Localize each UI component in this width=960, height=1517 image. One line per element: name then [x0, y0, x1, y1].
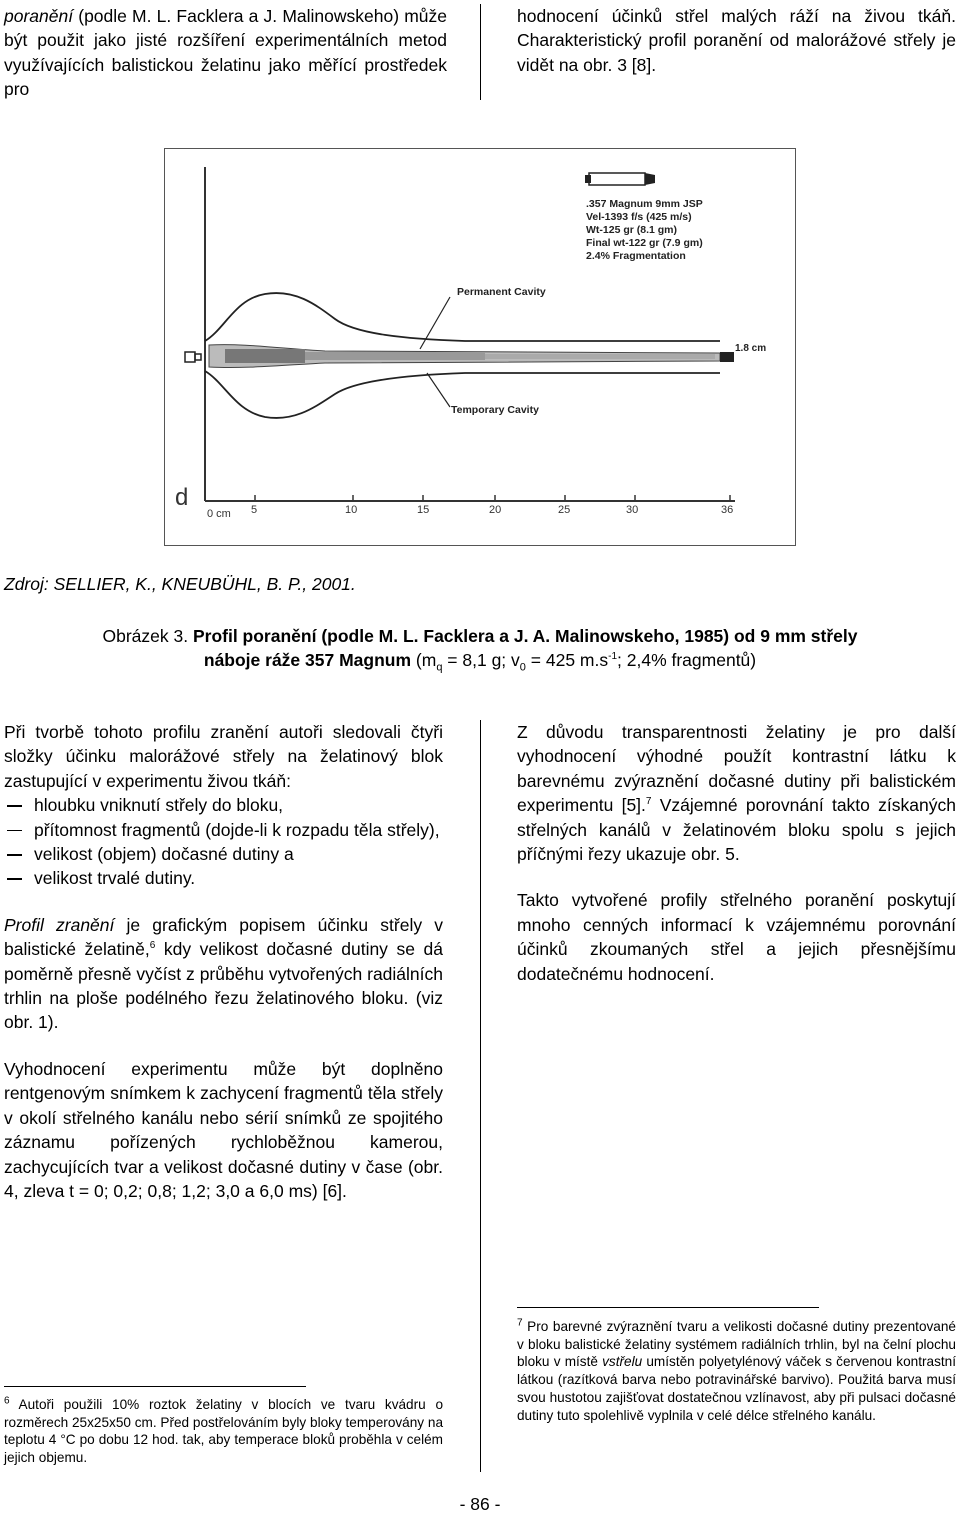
tick-10: 10 — [345, 504, 358, 516]
tick-36: 36 — [721, 504, 734, 516]
footnote-6-text: Autoři použili 10% roztok želatiny v blocích ve tvaru kvádru o rozměrech 25x25x50 cm. Před postřelováním byly bloky temperovány na teplotu 4 °C po dobu 12 hod. tak, aby temperace bloků proběhla v celém jejich objemu. — [4, 1397, 443, 1466]
left-paragraph-3: Vyhodnocení experimentu může být doplněno rentgenovým snímkem k zachycení fragmentů těla střely v okolí střelného kanálu nebo sérií snímků ze spojitého záznamu pořízených rychloběžnou kamerou, zachycujících tvar a velikost dočasné dutiny v čase (obr. 4, zleva t = 0; 0,2; 0,8; 1,2; 3,0 a 6,0 ms) [6]. — [4, 1058, 443, 1201]
right-column — [517, 720, 956, 986]
component-list — [4, 793, 443, 891]
italic-term: vstřelu — [602, 1354, 643, 1370]
bullet-icon — [585, 173, 655, 185]
footnote-6-number: 6 — [4, 1395, 10, 1407]
right-paragraph-1-b: Vzájemné porovnání takto získaných střelných kanálů v želatinovém bloku spolu s jejich příčnými řezy ukazuje obr. 5. — [517, 795, 956, 865]
left-paragraph-2-a: je grafickým popisem účinku střely v balistické želatině, — [4, 914, 443, 960]
end-marker-label: 1.8 cm — [735, 343, 767, 354]
caption-cartridge: náboje ráže 357 Magnum — [203, 650, 412, 670]
figure-caption — [0, 624, 960, 672]
top-right-text — [517, 4, 956, 77]
footnote-rule-right — [517, 1307, 819, 1308]
temporary-cavity-leader — [427, 373, 450, 407]
right-paragraph-1-a: Z důvodu transparentnosti želatiny je pro další vyhodnocení výhodné použít kontrastní látku k barevnému zvýraznění dočasné dutiny při balistickém experimentu [5]. — [517, 722, 956, 816]
caption-prefix: Obrázek 3. — [102, 626, 193, 646]
tick-20: 20 — [489, 504, 502, 516]
legend-line-2: Vel-1393 f/s (425 m/s) — [586, 211, 692, 223]
permanent-cavity-label: Permanent Cavity — [457, 286, 546, 298]
left-paragraph-1: Při tvorbě tohoto profilu zranění autoři sledovali čtyři složky účinku malorážové střely na želatinový blok zastupující v experimentu živou tkáň: — [4, 722, 443, 791]
wound-profile-diagram — [165, 149, 794, 544]
left-paragraph-2-b: kdy velikost dočasné dutiny se dá poměrně přesně vyčíst z průběhu vytvořených radiálních trhlin na ploše podélného řezu želatinového bloku. (viz obr. 1). — [4, 939, 443, 1033]
entry-marker-icon — [185, 352, 201, 362]
page-number: - 86 - — [459, 1494, 501, 1514]
legend-line-4: Final wt-122 gr (7.9 gm) — [586, 237, 703, 249]
left-column — [4, 720, 443, 1203]
footnote-6 — [4, 1396, 443, 1467]
panel-letter: d — [175, 484, 189, 511]
footnote-7 — [517, 1318, 956, 1424]
figure-source: Zdroj: SELLIER, K., KNEUBÜHL, B. P., 2001. — [4, 574, 356, 594]
right-paragraph-2: Takto vytvořené profily střelného poranění poskytují mnoho cenných informací k vzájemnému porovnání účinků zkoumaných střel a jejich přesnějšímu dodatečnému hodnocení. — [517, 890, 956, 984]
list-item: hloubku vniknutí střely do bloku, — [4, 793, 443, 817]
terminal-bullet-icon — [720, 352, 734, 362]
main-column-divider — [480, 720, 481, 1472]
permanent-cavity-leader — [420, 297, 450, 349]
footnote-7-text-b: umístěn polyetylénový váček s červenou kontrastní látkou (razítková barva nebo potravinářské barvivo). Použitá barva musí svou hustotou zajišťovat dostatečnou vzlínavost, aby při pulsaci dočasné dutiny tuto spolehlivě vyplnila v celé délce střelného kanálu. — [517, 1354, 956, 1423]
tick-30: 30 — [626, 504, 639, 516]
left-paragraph-2 — [4, 913, 443, 1035]
caption-velocity-value: = 425 m.s — [525, 650, 609, 670]
caption-mass-label: (m — [411, 650, 437, 670]
legend-line-3: Wt-125 gr (8.1 gm) — [586, 224, 678, 236]
footnote-7-text-a: Pro barevné zvýraznění tvaru a velikosti dočasné dutiny prezentované v bloku balistické želatiny systémem radiálních trhlin, byl na čelní plochu bloku v místě — [517, 1319, 956, 1370]
footnote-7-number: 7 — [517, 1317, 523, 1329]
footnote-ref-6: 6 — [149, 940, 156, 952]
caption-fragments: ; 2,4% fragmentů) — [617, 650, 757, 670]
italic-term: poranění — [4, 6, 74, 26]
tick-0: 0 cm — [207, 508, 231, 520]
top-left-text — [4, 4, 447, 102]
wound-profile-figure — [164, 148, 796, 546]
top-left-body: (podle M. L. Facklera a J. Malinowskeho) může být použit jako jisté rozšíření experimentálních metod využívajících balistickou želatinu jako měřící prostředek pro — [4, 6, 447, 100]
temporary-cavity-upper — [205, 293, 720, 341]
top-right-body: hodnocení účinků střel malých ráží na živou tkáň. Charakteristický profil poranění od malorážové střely je vidět na obr. 3 [8]. — [517, 6, 956, 75]
temporary-cavity-label: Temporary Cavity — [451, 404, 539, 416]
caption-title: Profil poranění (podle M. L. Facklera a J. A. Malinowskeho, 1985) od 9 mm střely — [192, 626, 858, 646]
caption-unit-sup: -1 — [608, 651, 618, 663]
legend-line-5: 2.4% Fragmentation — [586, 250, 686, 262]
caption-velocity-label: = 8,1 g; v — [442, 650, 520, 670]
footnote-rule-left — [4, 1386, 306, 1387]
footnote-ref-7: 7 — [645, 796, 652, 808]
tick-5: 5 — [251, 504, 258, 516]
tick-15: 15 — [417, 504, 430, 516]
right-paragraph-1 — [517, 720, 956, 866]
caption-velocity-sub: 0 — [519, 661, 526, 674]
list-item: velikost (objem) dočasné dutiny a — [4, 842, 443, 866]
tick-25: 25 — [558, 504, 571, 516]
italic-term: Profil zranění — [4, 914, 115, 935]
top-column-divider — [480, 4, 481, 100]
caption-mass-sub: q — [436, 661, 443, 674]
list-item: přítomnost fragmentů (dojde-li k rozpadu těla střely), — [4, 818, 443, 842]
list-item: velikost trvalé dutiny. — [4, 866, 443, 890]
legend-line-1: .357 Magnum 9mm JSP — [586, 198, 703, 210]
